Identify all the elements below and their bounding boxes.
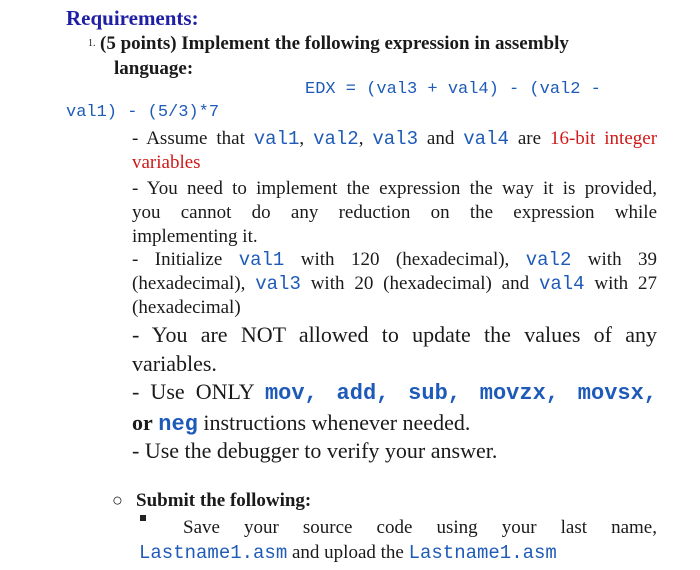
text: instructions whenever needed. — [197, 410, 471, 435]
circle-bullet-icon: ○ — [112, 490, 123, 510]
text: - Use ONLY — [132, 379, 265, 404]
var-val4: val4 — [538, 273, 585, 295]
text-line: you cannot do any reduction on the expression while — [132, 202, 657, 223]
expression-line2: val1) - (5/3)*7 — [66, 103, 220, 122]
var-val3: val3 — [255, 273, 301, 295]
requirements-heading: Requirements: — [66, 6, 199, 30]
bullet-not-allowed — [132, 320, 657, 378]
var-val2: val2 — [313, 128, 359, 150]
filename: Lastname1.asm — [408, 542, 557, 564]
text: and — [417, 128, 464, 149]
text: with 39 — [571, 249, 658, 270]
text: with 20 (hexadecimal) and — [300, 273, 539, 294]
text: - Initialize — [132, 249, 239, 270]
text-line: Save your source code using your last name, — [183, 517, 657, 538]
var-val2: val2 — [525, 249, 572, 271]
var-val1: val1 — [253, 128, 300, 150]
text: are — [508, 128, 550, 149]
text: - Assume that — [132, 128, 254, 149]
filename: Lastname1.asm — [139, 542, 288, 564]
submit-heading: Submit the following: — [136, 490, 312, 511]
submit-line2 — [139, 541, 659, 565]
bullet-initialize — [132, 248, 657, 320]
text-line: - You are NOT allowed to update the values of any — [132, 322, 657, 347]
type-highlight: 16-bit integer — [549, 128, 658, 149]
item-title-line1: (5 points) Implement the following expression in assembly — [100, 33, 569, 54]
text-line: implementing it. — [132, 226, 258, 247]
text-line: - You need to implement the expression the way it is provided, — [132, 178, 657, 199]
item-number: 1. — [88, 38, 96, 49]
bullet-assume — [132, 127, 657, 175]
text: and upload the — [287, 542, 409, 563]
text-line: - Use the debugger to verify your answer. — [132, 438, 498, 463]
var-val3: val3 — [372, 128, 418, 150]
bullet-debugger — [132, 436, 657, 465]
or-word: or — [132, 410, 153, 435]
expression-line1: EDX = (val3 + val4) - (val2 - — [305, 80, 601, 99]
item-title-line2: language: — [114, 58, 194, 79]
square-bullet-icon — [140, 515, 146, 521]
bullet-no-reduction — [132, 177, 657, 249]
text-line: (hexadecimal) — [132, 297, 241, 318]
submit-line1 — [183, 516, 657, 540]
type-highlight-cont: variables — [132, 152, 201, 173]
var-val4: val4 — [463, 128, 509, 150]
text-line: variables. — [132, 351, 217, 376]
text: (hexadecimal), — [132, 273, 256, 294]
text: with 120 (hexadecimal), — [284, 249, 526, 270]
instruction-neg: neg — [158, 412, 198, 437]
bullet-use-only — [132, 377, 657, 439]
var-val1: val1 — [238, 249, 285, 271]
text: with 27 — [584, 273, 658, 294]
text: , — [299, 128, 314, 149]
text: , — [358, 128, 373, 149]
instruction-list: mov, add, sub, movzx, movsx, — [264, 381, 657, 406]
